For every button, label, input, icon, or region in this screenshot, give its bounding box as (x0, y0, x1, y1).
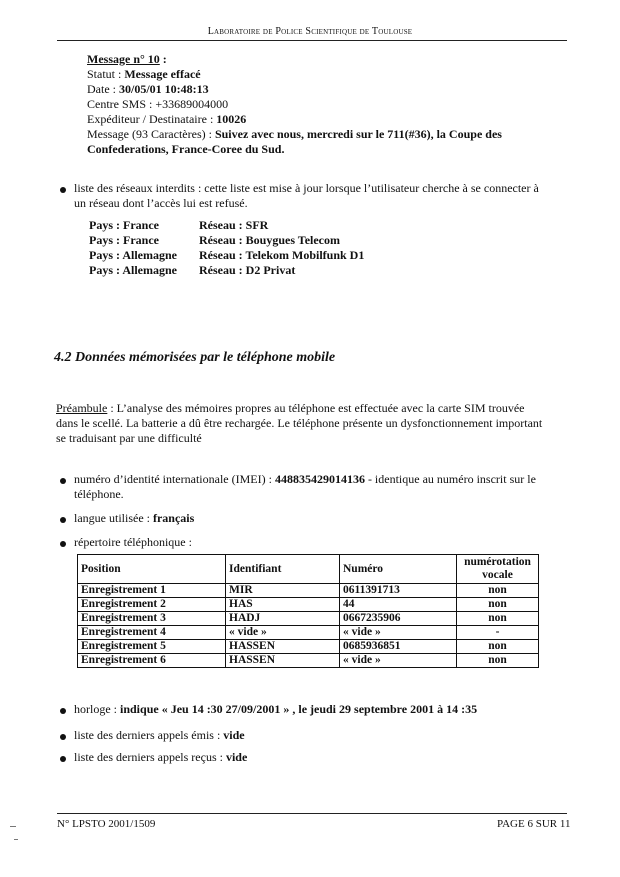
forbidden-country-2: Pays : France (89, 233, 159, 247)
cell-voice-dialing: non (457, 598, 539, 612)
header-number: Numéro (340, 555, 457, 584)
date-value: 30/05/01 10:48:13 (119, 82, 209, 96)
forbidden-country-3: Pays : Allemagne (89, 248, 177, 262)
preamble-line-3: se traduisant par une difficulté (56, 431, 202, 445)
table-row (78, 626, 539, 640)
message-heading-suffix: : (159, 52, 167, 66)
message-status (87, 67, 201, 82)
date-label: Date : (87, 82, 119, 96)
sender-label: Expéditeur / Destinataire : (87, 112, 217, 126)
imei-value: 448835429014136 (274, 472, 365, 486)
bullet-icon (60, 756, 66, 762)
header-voice-dialing: numérotation vocale (457, 555, 539, 584)
table-row (78, 598, 539, 612)
forbidden-network-3: Réseau : Telekom Mobilfunk D1 (199, 248, 365, 262)
header-identifier: Identifiant (226, 555, 340, 584)
forbidden-country-1: Pays : France (89, 218, 159, 232)
cell-number: 44 (340, 598, 457, 612)
forbidden-text-2: un réseau dont l’accès lui est refusé. (74, 196, 248, 210)
clock-label: horloge : (74, 702, 120, 716)
message-date (87, 82, 209, 97)
cell-identifier: HASSEN (226, 654, 340, 668)
directory-label: répertoire téléphonique : (74, 535, 192, 549)
clock-line (74, 702, 477, 717)
forbidden-network-4: Réseau : D2 Privat (199, 263, 296, 277)
message-sms-center: Centre SMS : +33689004000 (87, 97, 229, 111)
cell-identifier: HADJ (226, 612, 340, 626)
bullet-icon (60, 187, 66, 193)
forbidden-network-2: Réseau : Bouygues Telecom (199, 233, 340, 247)
footer-reference: N° LPSTO 2001/1509 (57, 818, 156, 830)
imei-line-2: téléphone. (74, 487, 124, 501)
sent-calls-value: vide (223, 728, 245, 742)
bullet-icon (60, 708, 66, 714)
imei-rest: - identique au numéro inscrit sur le (364, 472, 536, 486)
preamble-line-2: dans le scellé. La batterie a dû être rechargée. Le téléphone présente un dysfonctionnement important (56, 416, 543, 430)
cell-position: Enregistrement 4 (78, 626, 226, 640)
cell-position: Enregistrement 1 (78, 584, 226, 598)
received-calls-label: liste des derniers appels reçus : (74, 750, 226, 764)
cell-position: Enregistrement 6 (78, 654, 226, 668)
forbidden-country-4: Pays : Allemagne (89, 263, 177, 277)
cell-identifier: « vide » (226, 626, 340, 640)
bullet-icon (60, 517, 66, 523)
imei-line-1 (74, 472, 536, 487)
table-header-row (78, 555, 539, 584)
scan-mark (10, 826, 16, 827)
cell-voice-dialing: non (457, 584, 539, 598)
cell-number: 0667235906 (340, 612, 457, 626)
clock-value: indique « Jeu 14 :30 27/09/2001 » , le jeudi 29 septembre 2001 à 14 :35 (120, 702, 478, 716)
scan-mark (14, 839, 18, 840)
message-body-continued: Confederations, France-Coree du Sud. (87, 142, 285, 156)
imei-label: numéro d’identité internationale (IMEI) : (74, 472, 275, 486)
section-title: 4.2 Données mémorisées par le téléphone mobile (54, 350, 336, 365)
preamble-label: Préambule (56, 401, 108, 415)
language-label: langue utilisée : (74, 511, 153, 525)
directory-table (77, 554, 539, 668)
cell-number: « vide » (340, 654, 457, 668)
status-value: Message effacé (124, 67, 201, 81)
bullet-icon (60, 478, 66, 484)
cell-position: Enregistrement 2 (78, 598, 226, 612)
message-body (87, 127, 502, 142)
page-header: Laboratoire de Police Scientifique de Toulouse (207, 26, 413, 37)
cell-position: Enregistrement 3 (78, 612, 226, 626)
footer-page-number: PAGE 6 SUR 11 (497, 818, 571, 830)
cell-number: 0611391713 (340, 584, 457, 598)
preamble-line-1 (56, 401, 525, 416)
cell-voice-dialing: non (457, 612, 539, 626)
body-value-1: Suivez avec nous, mercredi sur le 711(#36), la Coupe des (214, 127, 502, 141)
cell-number: « vide » (340, 626, 457, 640)
forbidden-network-1: Réseau : SFR (199, 218, 269, 232)
bullet-icon (60, 734, 66, 740)
received-calls-value: vide (225, 750, 248, 764)
cell-voice-dialing: non (457, 654, 539, 668)
body-label: Message (93 Caractères) : (87, 127, 215, 141)
status-label: Statut : (87, 67, 125, 81)
preamble-text-1: : L’analyse des mémoires propres au téléphone est effectuée avec la carte SIM trouvée (107, 401, 525, 415)
message-sender (87, 112, 246, 127)
sent-calls-line (74, 728, 245, 743)
language-value: français (152, 511, 195, 525)
forbidden-text-1: liste des réseaux interdits : cette liste est mise à jour lorsque l’utilisateur cherche à se connecter à (74, 181, 539, 195)
cell-identifier: HAS (226, 598, 340, 612)
cell-number: 0685936851 (340, 640, 457, 654)
footer-rule (57, 813, 567, 814)
header-position: Position (78, 555, 226, 584)
table-row (78, 584, 539, 598)
table-row (78, 640, 539, 654)
table-row (78, 612, 539, 626)
message-heading (87, 52, 167, 67)
cell-voice-dialing: - (457, 626, 539, 640)
message-heading-text: Message n° 10 (87, 52, 160, 66)
sender-value: 10026 (216, 112, 247, 126)
bullet-icon (60, 541, 66, 547)
cell-position: Enregistrement 5 (78, 640, 226, 654)
sent-calls-label: liste des derniers appels émis : (74, 728, 224, 742)
table-row (78, 654, 539, 668)
received-calls-line (74, 750, 247, 765)
header-rule (57, 40, 567, 41)
cell-identifier: HASSEN (226, 640, 340, 654)
cell-identifier: MIR (226, 584, 340, 598)
cell-voice-dialing: non (457, 640, 539, 654)
language-line (74, 511, 194, 526)
